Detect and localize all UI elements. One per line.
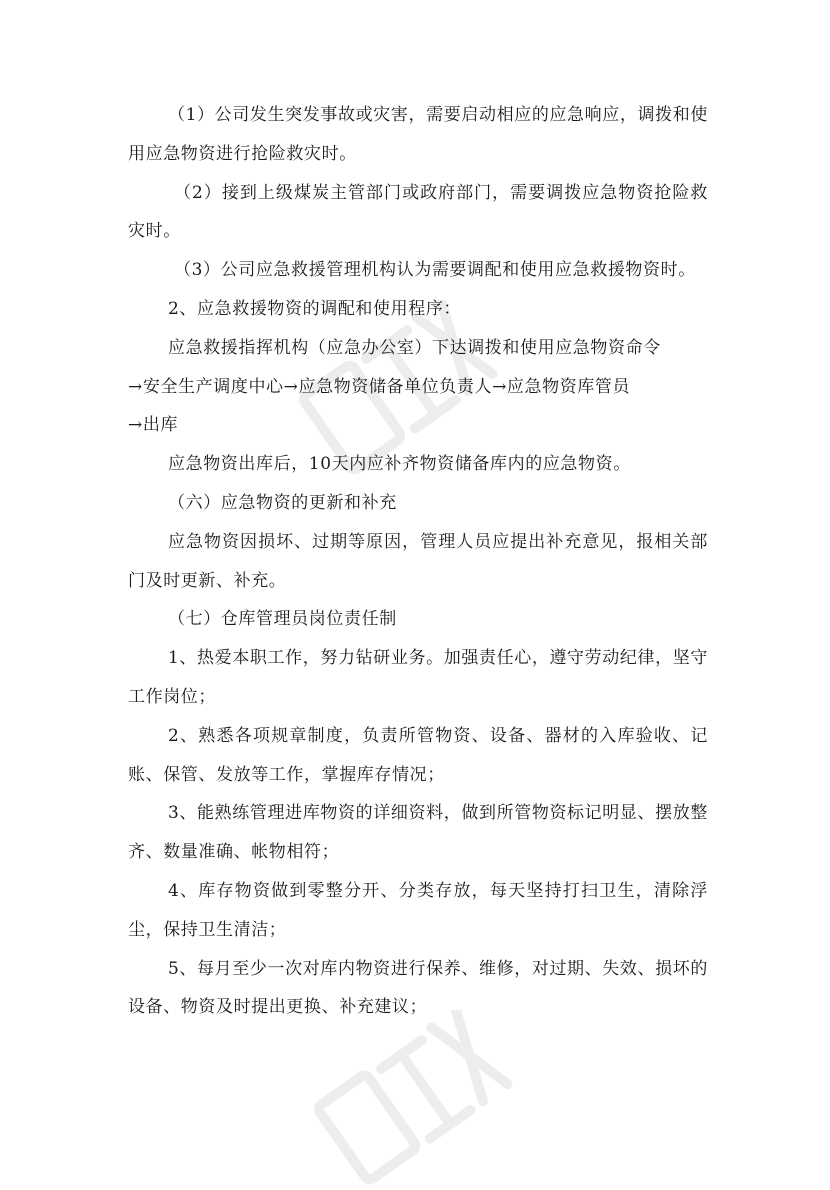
procedure-line-2: →安全生产调度中心→应急物资储备单位负责人→应急物资库管员 [128,376,631,397]
section-heading-duty: （七）仓库管理员岗位责任制 [168,609,397,630]
duty-item-1: 1、热爱本职工作，努力钻研业务。加强责任心，遵守劳动纪律，坚守工作岗位； [128,648,708,707]
procedure-line-1: 应急救援指挥机构（应急办公室）下达调拨和使用应急物资命令 [168,337,661,358]
paragraph-item-1: （1）公司发生突发事故或灾害，需要启动相应的应急响应，调拨和使用应急物资进行抢险救灾时。 [128,105,708,164]
section-heading-update: （六）应急物资的更新和补充 [168,492,397,513]
duty-item-5: 5、每月至少一次对库内物资进行保养、维修，对过期、失效、损坏的设备、物资及时提出更换、补充建议； [128,958,708,1018]
section-heading-procedure: 2、应急救援物资的调配和使用程序： [168,298,462,319]
procedure-line-3: →出库 [128,415,179,436]
restock-paragraph: 应急物资出库后，10天内应补齐物资储备库内的应急物资。 [168,454,631,475]
watermark-seal-icon [300,1010,530,1190]
duty-item-4: 4、库存物资做到零整分开、分类存放，每天坚持打扫卫生，清除浮尘，保持卫生清洁； [128,880,708,940]
duty-item-2: 2、熟悉各项规章制度，负责所管物资、设备、器材的入库验收、记账、保管、发放等工作，掌握库存情况； [128,725,708,785]
paragraph-item-3: （3）公司应急救援管理机构认为需要调配和使用应急救援物资时。 [174,260,696,281]
duty-item-3: 3、能熟练管理进库物资的详细资料，做到所管物资标记明显、摆放整齐、数量准确、帐物相符； [128,803,708,863]
paragraph-item-2: （2）接到上级煤炭主管部门或政府部门，需要调拨应急物资抢险救灾时。 [128,182,708,242]
document-body [128,96,708,1027]
update-paragraph: 应急物资因损坏、过期等原因，管理人员应提出补充意见，报相关部门及时更新、补充。 [128,531,708,591]
